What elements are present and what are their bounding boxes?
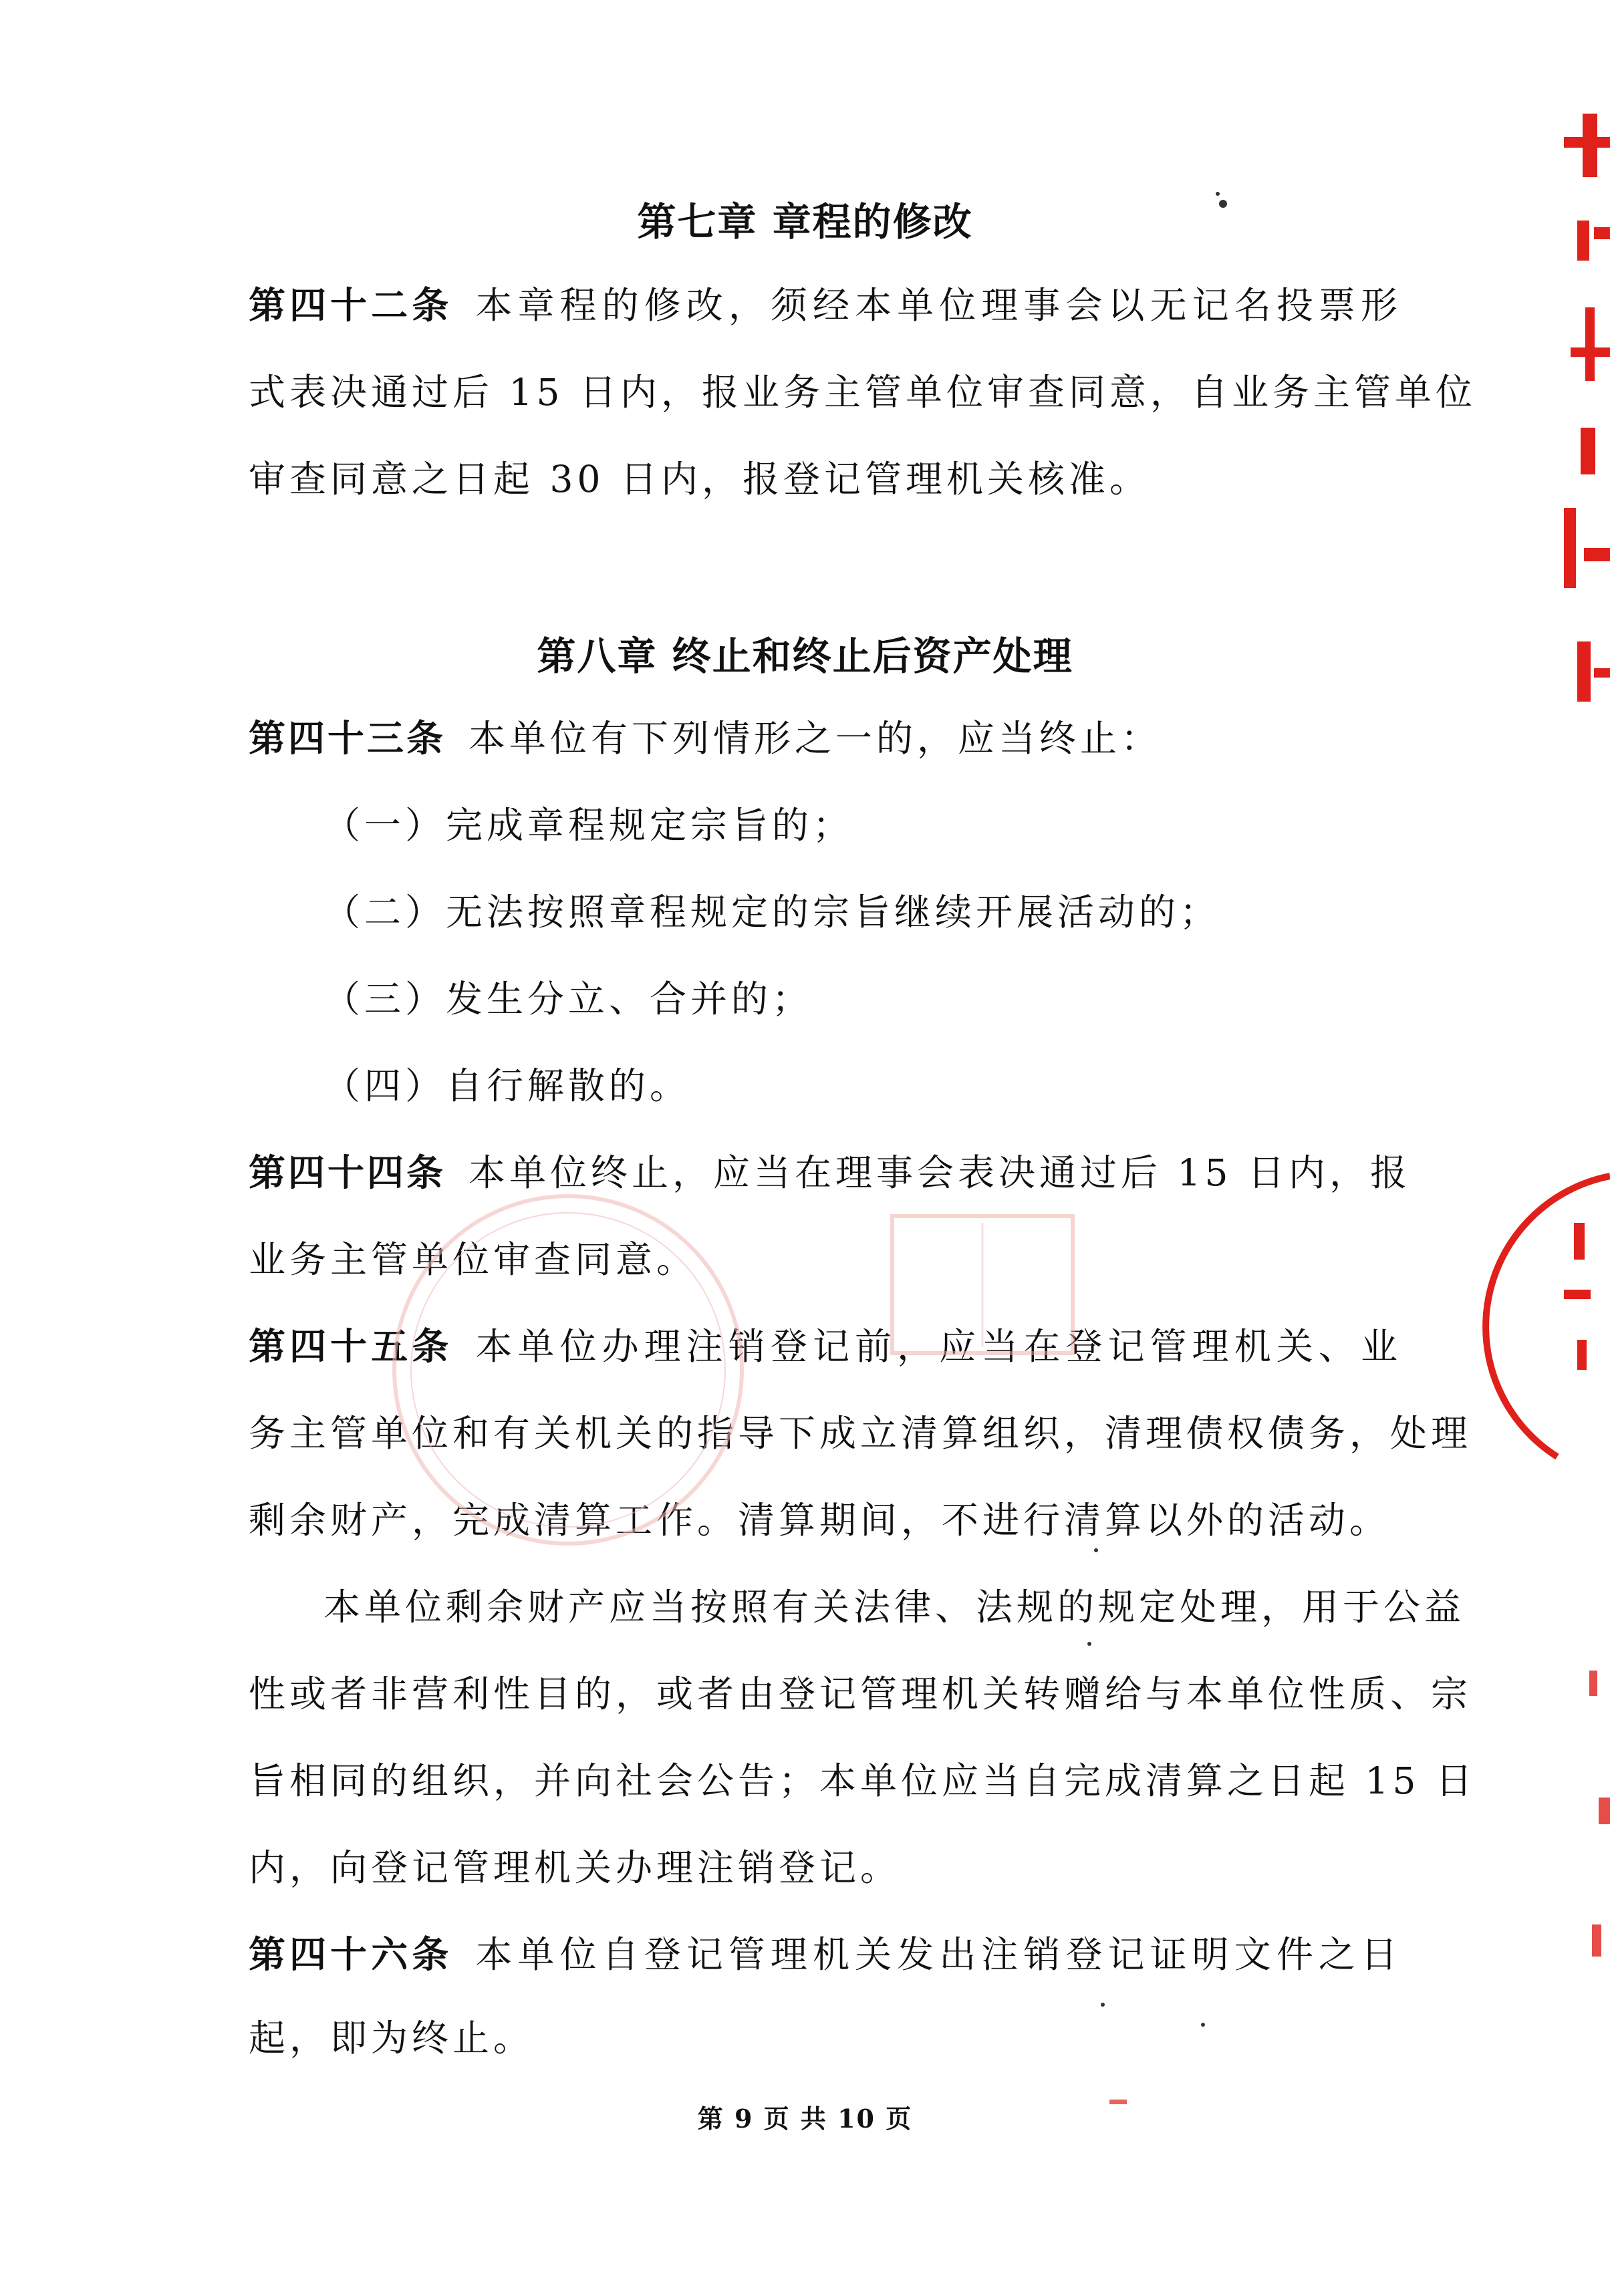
article-45-line-1: 第四十五条 本单位办理注销登记前，应当在登记管理机关、业: [249, 1325, 1401, 1368]
article-45-label: 第四十五条: [249, 1325, 453, 1368]
article-42-line-1: 第四十二条 本章程的修改，须经本单位理事会以无记名投票形: [249, 284, 1401, 327]
article-44-label: 第四十四条: [249, 1151, 446, 1194]
article-43-item-3: （三）发生分立、合并的；: [323, 978, 813, 1020]
article-45-line-3: 剩余财产，完成清算工作。清算期间，不进行清算以外的活动。: [249, 1499, 1391, 1542]
chapter-7-title: 第七章 章程的修改: [637, 199, 973, 245]
right-edge-seal-lower: [1589, 1671, 1610, 1957]
assets-paragraph-line-2: 性或者非营利性目的，或者由登记管理机关转赠给与本单位性质、宗: [249, 1673, 1472, 1715]
article-46-label: 第四十六条: [249, 1933, 453, 1976]
article-44-line-1: 第四十四条 本单位终止，应当在理事会表决通过后 15 日内，报: [249, 1151, 1411, 1194]
article-46-line-2: 起，即为终止。: [249, 2017, 535, 2059]
assets-paragraph-line-4: 内，向登记管理机关办理注销登记。: [249, 1846, 902, 1889]
article-42-label: 第四十二条: [249, 284, 453, 327]
chapter-8-title: 第八章 终止和终止后资产处理: [537, 633, 1073, 679]
article-42-line-3: 审查同意之日起 30 日内，报登记管理机关核准。: [249, 458, 1150, 500]
page-number-footer: 第 9 页 共 10 页: [697, 2104, 913, 2134]
right-edge-seal-middle: [1486, 1176, 1610, 1457]
article-42-line-2: 式表决通过后 15 日内，报业务主管单位审查同意，自业务主管单位: [249, 371, 1476, 414]
article-43-item-4: （四）自行解散的。: [323, 1064, 691, 1107]
article-44-line-2: 业务主管单位审查同意。: [249, 1238, 698, 1281]
article-43-item-2: （二）无法按照章程规定的宗旨继续开展活动的；: [323, 891, 1221, 934]
article-43-item-1: （一）完成章程规定宗旨的；: [323, 804, 854, 847]
assets-paragraph-line-1: 本单位剩余财产应当按照有关法律、法规的规定处理，用于公益: [323, 1586, 1466, 1628]
article-45-line-2: 务主管单位和有关机关的指导下成立清算组织，清理债权债务，处理: [249, 1412, 1472, 1455]
assets-paragraph-line-3: 旨相同的组织，并向社会公告；本单位应当自完成清算之日起 15 日: [249, 1759, 1476, 1802]
article-43-label: 第四十三条: [249, 717, 446, 760]
article-46-line-1: 第四十六条 本单位自登记管理机关发出注销登记证明文件之日: [249, 1933, 1401, 1976]
article-43-line: 第四十三条 本单位有下列情形之一的，应当终止：: [249, 717, 1162, 760]
